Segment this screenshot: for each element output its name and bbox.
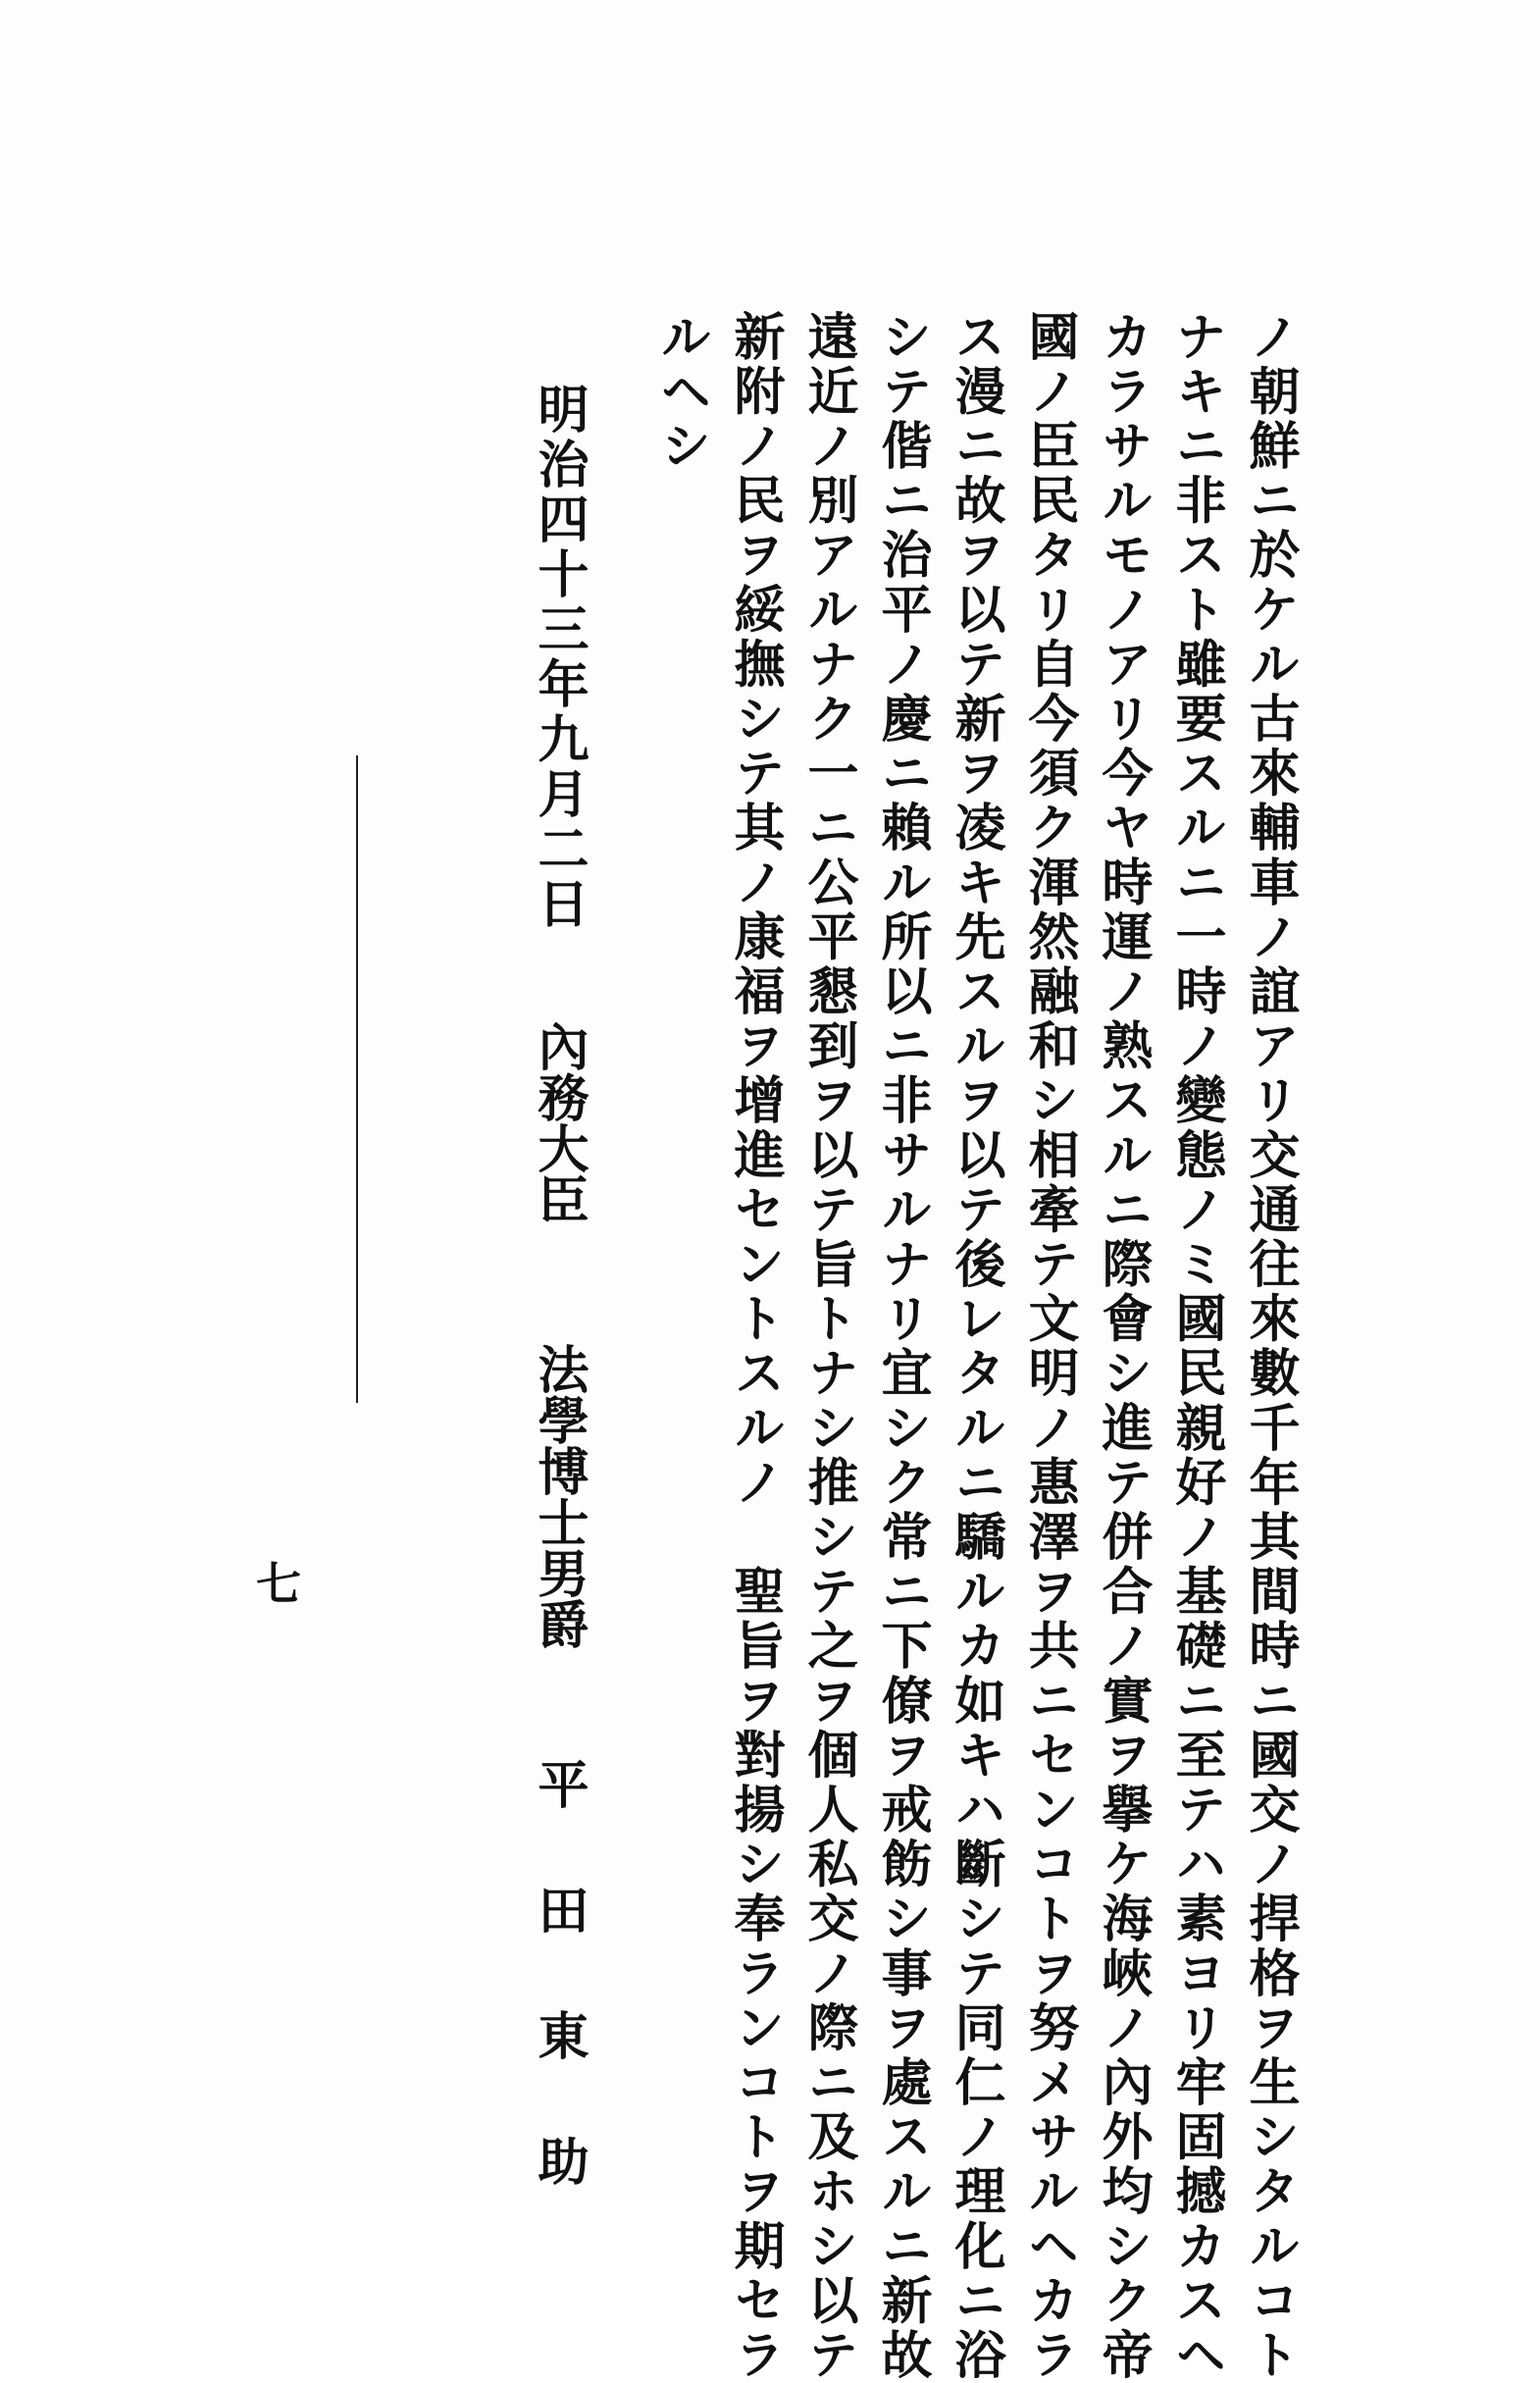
body-text-column-5: ス漫ニ故ヲ以テ新ヲ凌キ先スルヲ以テ後レタルニ驕ルカ如キハ斷シテ同仁ノ理化ニ浴 xyxy=(946,310,1005,2383)
body-text-column-8: 新附ノ民ヲ綏撫シテ其ノ康福ヲ增進セントスルノ 聖旨ヲ對揚シ奉ランコトヲ期セラ xyxy=(725,310,785,2383)
margin-rule xyxy=(356,755,358,1403)
signature-name: 平 田 東 助 xyxy=(529,1758,589,2198)
body-text-column-1: ノ朝鮮ニ於ケル古來輔車ノ誼アリ交通往來數千年其間時ニ國交ノ捍格ヲ生シタルコト xyxy=(1240,310,1300,2383)
page-number: 七 xyxy=(249,1560,302,1605)
body-text-column-6: シテ偕ニ治平ノ慶ニ賴ル所以ニ非サルナリ宜シク常ニ下僚ヲ戒飭シ事ヲ處スルニ新故 xyxy=(872,310,932,2383)
signature-rank: 法學博士男爵 xyxy=(529,1343,589,1649)
body-text-column-2: ナキニ非スト雖要スルニ一時ノ變態ノミ國民親好ノ基礎ニ至テハ素ヨリ牢固撼カスヘ xyxy=(1166,310,1226,2383)
body-text-column-3: カラサルモノアリ今ヤ時運ノ熟スルニ際會シ進テ併合ノ實ヲ擧ケ海峽ノ內外均シク帝 xyxy=(1093,310,1153,2383)
body-text-column-4: 國ノ臣民タリ自今須ク渾然融和シ相牽テ文明ノ惠澤ヲ共ニセンコトヲ努メサルヘカラ xyxy=(1019,310,1079,2383)
body-text-column-7: 遠近ノ別アルナク一ニ公平懇到ヲ以テ旨トナシ推シテ之ヲ個人私交ノ際ニ及ホシ以テ xyxy=(798,310,858,2383)
document-date: 明治四十三年九月二日 xyxy=(529,383,589,932)
signature-title: 內務大臣 xyxy=(529,1020,589,1224)
signature-block xyxy=(529,1020,589,2198)
body-text-column-9: ルヘシ xyxy=(651,310,711,474)
